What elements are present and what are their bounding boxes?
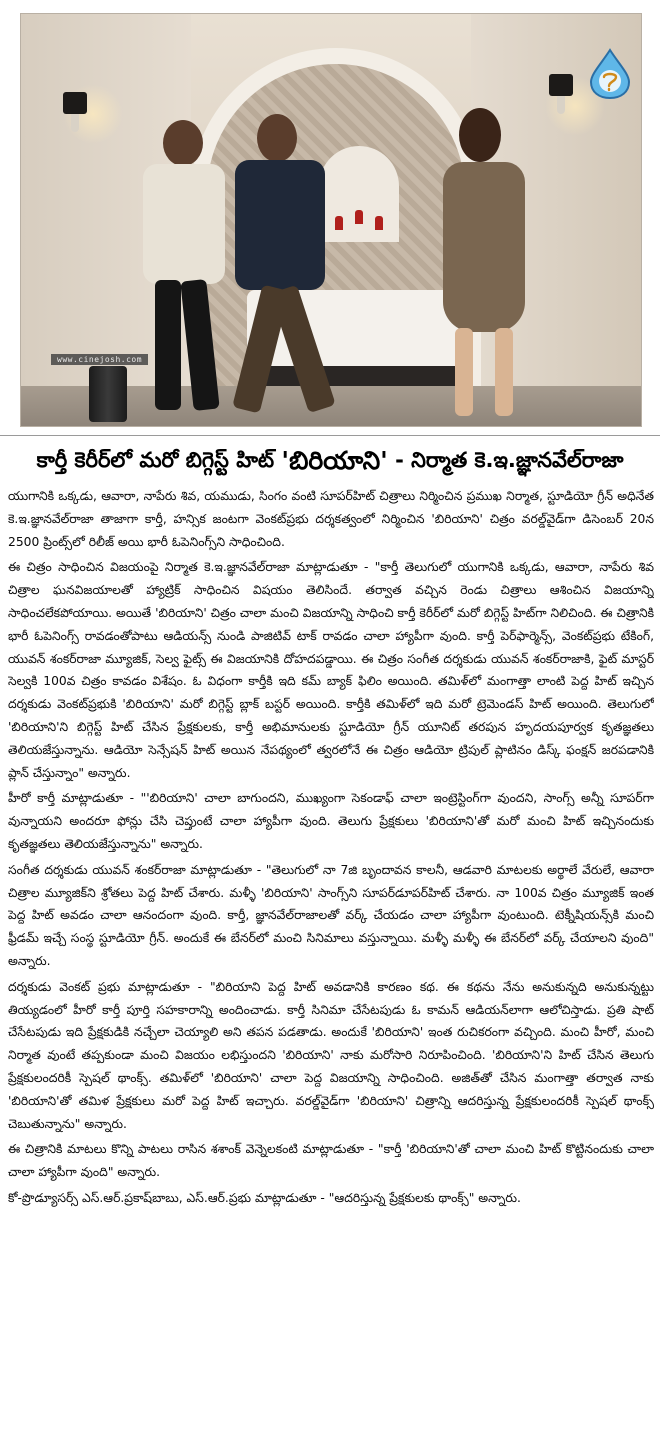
article-paragraph-2: ఈ చిత్రం సాధించిన విజయంపై నిర్మాత కె.ఇ.జ్ఞానవేల్‌రాజా మాట్లాడుతూ - "కార్తీ తెలుగులో యుగానికి ఒక్కడు, ఆవారా, నాపేరు శివ చిత్రాల ఘనవిజయాలతో హ్యాట్రిక్ సాధించిన విషయం తెలిసిందే. తర్వాత వచ్చిన రెండు చిత్రాలు ఆశించిన విజయాన్ని సాధించలేకపోయాయి. అయితే 'బిరియాని' చిత్రం చాలా మంచి విజయాన్ని సాధించి కార్తీ కెరీర్‌లో మరో బిగ్గెస్ట్ హిట్‌గా నిలిచింది. ఈ చిత్రానికి భారీ ఓపెనింగ్స్ రావడంతోపాటు ఆడియన్స్ నుండి పాజిటివ్ టాక్ రావడం చాలా హ్యాపీగా వుంది. కార్తీ పెర్‌ఫార్మెన్స్, వెంకట్‌ప్రభు టేకింగ్, యువన్ శంకర్‌రాజా మ్యూజిక్, సెల్వ ఫైట్స్ ఈ విజయానికి దోహదపడ్డాయి. ఈ చిత్రం సంగీత దర్శకుడు యువన్ శంకర్‌రాజాకి, ఫైట్ మాస్టర్ సెల్వకి 100వ చిత్రం కావడం విశేషం. ఓ విధంగా కార్తీకి ఇది కమ్ బ్యాక్ ఫిలిం అయింది. తమిళ్‌లో మంగాత్తా లాంటి పెద్ద హిట్ ఇచ్చిన దర్శకుడు వెంకట్‌ప్రభుకి 'బిరియాని' మరో బిగ్గెస్ట్ బ్లాక్ బస్టర్ అయింది. కార్తీకి తమిళ్‌లో ఇది మరో ట్రెమెండస్ హిట్ అయింది. తెలుగులో 'బిరియాని'ని బిగ్గెస్ట్ హిట్ చేసిన ప్రేక్షకులకు, కార్తీ అభిమానులకు స్టూడియో గ్రీన్ యూనిట్ తరపున హృదయపూర్వక కృతజ్ఞతలు తెలియజేస్తున్నాను. ఆడియో సెన్సేషన్ హిట్ అయిన నేపథ్యంలో త్వరలోనే ఈ చిత్రం ఆడియో ట్రిపుల్ ప్లాటినం డిస్క్ ఫంక్షన్ జరపడానికి ప్లాన్ చేస్తున్నాం" అన్నారు.: [8, 560, 654, 780]
divider-line: [0, 435, 660, 436]
article-paragraph-4: సంగీత దర్శకుడు యువన్ శంకర్‌రాజా మాట్లాడుతూ - "తెలుగులో నా 7జి బృందావన కాలనీ, ఆడవారి మాటలకు అర్థాలే వేరులే, ఆవారా చిత్రాల మ్యూజిక్‌ని శ్రోతలు పెద్ద హిట్ చేశారు. మళ్ళీ 'బిరియాని' సాంగ్స్‌ని సూపర్‌డూపర్‌హిట్ చేశారు. నా 100వ చిత్రం మ్యూజిక్ ఇంత పెద్ద హిట్ అవడం చాలా ఆనందంగా వుంది. కార్తీ, జ్ఞానవేల్‌రాజాలతో వర్క్ చేయడం చాలా హ్యాపీగా వుంటుంది. టెక్నీషియన్స్‌కి మంచి ఫ్రీడమ్ ఇచ్చే సంస్థ స్టూడియో గ్రీన్. అందుకే ఈ బేనర్‌లో మంచి సినిమాలు వస్తున్నాయి. మళ్ళీ మళ్ళీ ఈ బేనర్‌లో వర్క్ చేయాలని వుంది" అన్నారు.: [8, 862, 654, 968]
article-paragraph-3: హీరో కార్తీ మాట్లాడుతూ - "'బిరియాని' చాలా బాగుందని, ముఖ్యంగా సెకండాఫ్ చాలా ఇంట్రెస్టింగ్‌గా వుందని, సాంగ్స్ అన్నీ సూపర్‌గా వున్నాయని అందరూ ఫోన్లు చేసి చెప్తుంటే చాలా హ్యాపీగా వుంది. తెలుగు ప్రేక్షకులు 'బిరియాని'తో మరో మంచి హిట్ ఇచ్చినందుకు కృతజ్ఞతలు తెలియజేస్తున్నాను" అన్నారు.: [8, 791, 654, 851]
photo-watermark: www.cinejosh.com: [51, 354, 148, 365]
headline-part2: - నిర్మాత కె.ఇ.జ్ఞానవేల్‌రాజా: [395, 448, 624, 473]
movie-still-photo: [20, 13, 642, 427]
article-paragraph-5: దర్శకుడు వెంకట్ ప్రభు మాట్లాడుతూ - "బిరియాని పెద్ద హిట్ అవడానికి కారణం కథ. ఈ కథను నేను అనుకున్నది అనుకున్నట్టు తియ్యడంలో హీరో కార్తీ పూర్తి సహకారాన్ని అందించాడు. కార్తీ సినిమా చేసేటపుడు ఓ కామన్ ఆడియన్‌లాగా ఆలోచిస్తాడు. ప్రతి షాట్ చేసేటపుడు ఇది ప్రేక్షకుడికి నచ్చేలా చెయ్యాలి అని తపన పడతాడు. అందుకే 'బిరియాని' ఇంత రుచికరంగా వచ్చింది. మంచి హీరో, మంచి నిర్మాత వుంటే తప్పకుండా మంచి విజయం లభిస్తుందని 'బిరియాని' నాకు మరోసారి నిరూపించింది. 'బిరియాని'ని హిట్ చేసిన తెలుగు ప్రేక్షకులందరికీ స్పెషల్ థాంక్స్. తమిళ్‌లో 'బిరియాని' చాలా పెద్ద విజయాన్ని సాధించింది. అజిత్‌తో చేసిన మంగాత్తా తర్వాత నాకు 'బిరియాని'తో తమిళ ప్రేక్షకులు మరో పెద్ద హిట్ ఇచ్చారు. వరల్డ్‌వైడ్‌గా 'బిరియాని' చిత్రాన్ని ఆదరిస్తున్న ప్రేక్షకులందరికీ స్పెషల్ థాంక్స్ చెబుతున్నాను" అన్నారు.: [8, 979, 654, 1131]
article-paragraph-6: ఈ చిత్రానికి మాటలు కొన్ని పాటలు రాసిన శశాంక్ వెన్నెలకంటి మాట్లాడుతూ - "కార్తీ 'బిరియాని'తో చాలా మంచి హిట్ కొట్టినందుకు చాలా చాలా హ్యాపీగా వుంది" అన్నారు.: [8, 1142, 654, 1180]
headline: [8, 441, 652, 481]
wall-lamp-right: [549, 74, 573, 96]
person-middle: [217, 110, 347, 416]
person-right: [409, 106, 549, 420]
wall-lamp-left: [63, 92, 87, 114]
trash-bin: [89, 366, 127, 422]
article-body: [8, 485, 654, 1421]
article-paragraph-1: యుగానికి ఒక్కడు, ఆవారా, నాపేరు శివ, యముడు, సింగం వంటి సూపర్‌హిట్ చిత్రాలు నిర్మించిన ప్రముఖ నిర్మాత, స్టూడియో గ్రీన్ అధినేత కె.ఇ.జ్ఞానవేల్‌రాజా తాజాగా కార్తీ, హన్సిక జంటగా వెంకట్‌ప్రభు దర్శకత్వంలో నిర్మించిన 'బిరియాని' చిత్రం వరల్డ్‌వైడ్‌గా డిసెంబర్ 20న 2500 ప్రింట్స్‌లో రిలీజ్ అయి భారీ ఓపెనింగ్స్‌ని సాధించింది.: [8, 489, 654, 549]
article-paragraph-7: కో-ప్రొడ్యూసర్స్ ఎస్.ఆర్.ప్రకాష్‌బాబు, ఎస్.ఆర్.ప్రభు మాట్లాడుతూ - "ఆదరిస్తున్న ప్రేక్షకులకు థాంక్స్" అన్నారు.: [8, 1190, 521, 1205]
cinejosh-drop-logo-icon: [587, 48, 633, 100]
headline-film-title: 'బిరియాని': [281, 446, 388, 475]
headline-part1: కార్తీ కెరీర్‌లో మరో బిగ్గెస్ట్ హిట్: [36, 448, 275, 473]
